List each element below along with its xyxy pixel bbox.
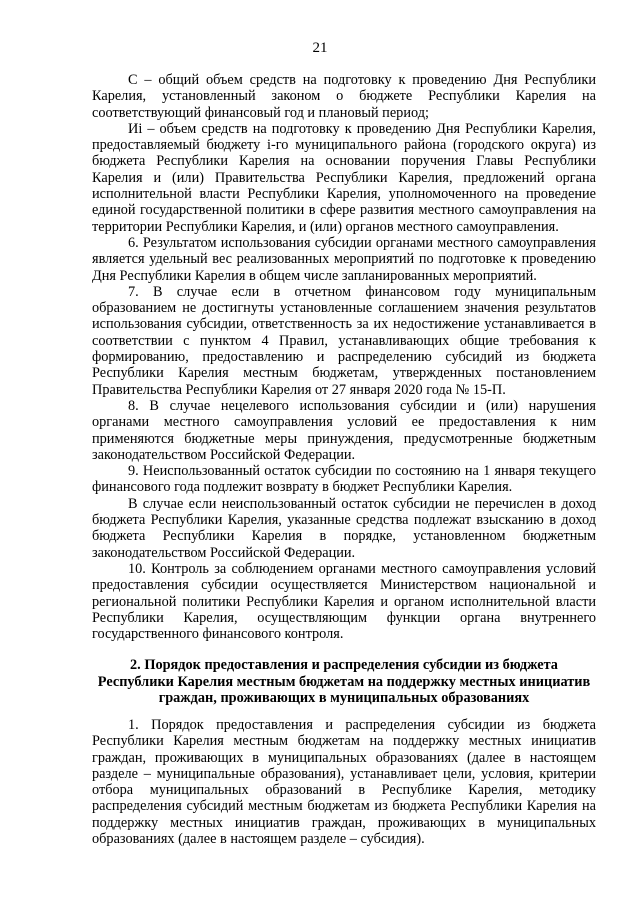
- paragraph-9: 9. Неиспользованный остаток субсидии по состоянию на 1 января текущего финансового года подлежит возврату в бюджет Республики Карелия.: [92, 463, 596, 496]
- paragraph-formula-c: C – общий объем средств на подготовку к проведению Дня Республики Карелия, установленный законом о бюджете Республики Карелия на соответствующий финансовый год и плановый период;: [92, 72, 596, 121]
- paragraph-9-continued: В случае если неиспользованный остаток субсидии не перечислен в доход бюджета Республики Карелия, указанные средства подлежат взысканию в доход бюджета Республики Карелия в порядке, установленном бюджетным законодательством Российской Федерации.: [92, 495, 596, 561]
- section-title-line: граждан, проживающих в муниципальных образованиях: [158, 690, 530, 706]
- page-number: 21: [312, 40, 328, 56]
- section-title-line: 2. Порядок предоставления и распределения субсидии из бюджета: [130, 657, 558, 673]
- paragraph-6: 6. Результатом использования субсидии органами местного самоуправления является удельный вес реализованных мероприятий по подготовке к проведению Дня Республики Карелия в общем числе запланированных мероприятий.: [92, 234, 596, 284]
- paragraph-8: 8. В случае нецелевого использования субсидии и (или) нарушения органами местного самоуправления условий ее предоставления к ним применяются бюджетные меры принуждения, предусмотренные бюджетным законодательством Российской Федерации.: [92, 397, 596, 463]
- section-body-text: [92, 717, 596, 847]
- paragraph-10: 10. Контроль за соблюдением органами местного самоуправления условий предоставления субсидии осуществляется Министерством национальной и региональной политики Республики Карелия и органом исполнительной власти Республики Карелия, осуществляющим функции органа внутреннего государственного финансового контроля.: [92, 560, 596, 643]
- body-text: [92, 72, 596, 642]
- section-title: [92, 657, 596, 707]
- paragraph-7: 7. В случае если в отчетном финансовом году муниципальным образованием не достигнуты установленные соглашением значения результатов использования субсидии, ответственность за их недостижение устанавливается в соответствии с пунктом 4 Правил, устанавливающих общие требования к формированию, предоставлению и распределению субсидий из бюджета Республики Карелия местным бюджетам, утвержденных постановлением Правительства Республики Карелия от 27 января 2020 года № 15-П.: [92, 283, 596, 398]
- section-paragraph-1: 1. Порядок предоставления и распределения субсидии из бюджета Республики Карелия местным бюджетам на поддержку местных инициатив граждан, проживающих в муниципальных образованиях (далее в настоящем разделе – муниципальные образования), устанавливает цели, условия, критерии отбора муниципальных образований в Республике Карелия, методику распределения субсидий местным бюджетам из бюджета Республики Карелия на поддержку местных инициатив граждан, проживающих в муниципальных образованиях (далее в настоящем разделе – субсидия).: [92, 717, 596, 848]
- section-title-line: Республики Карелия местным бюджетам на поддержку местных инициатив: [97, 673, 591, 690]
- paragraph-formula-ii: Иi – объем средств на подготовку к проведению Дня Республики Карелия, предоставляемый бюджету i-го муниципального района (городского округа) из бюджета Республики Карелия на основании поручения Главы Республики Карелия и (или) Правительства Республики Карелия, предложений органа исполнительной власти Республики Карелия, уполномоченного на проведение единой государственной политики в сфере развития местного самоуправления на территории Республики Карелия, и (или) органов местного самоуправления.: [92, 120, 596, 235]
